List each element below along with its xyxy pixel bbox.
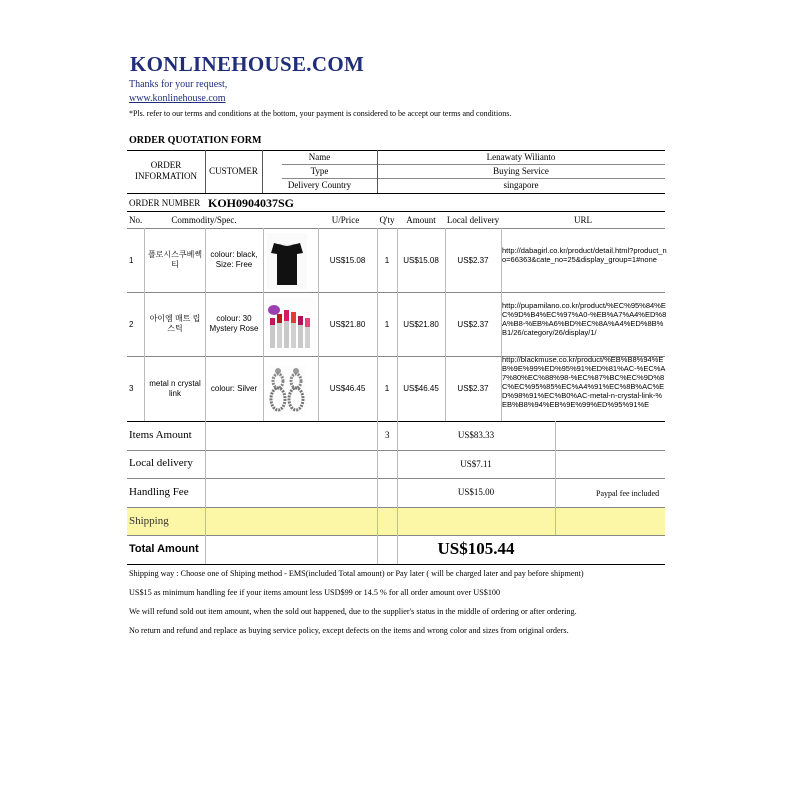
order-number: KOH0904037SG bbox=[208, 196, 295, 210]
col-amount: Amount bbox=[406, 215, 436, 225]
footer-refund: We will refund sold out item amount, when the sold out happened, due to the supplier's status in the middle of ordering or after ordering. bbox=[129, 607, 577, 616]
col-commodity: Commodity/Spec. bbox=[171, 215, 237, 225]
divider bbox=[205, 421, 206, 564]
divider bbox=[555, 421, 556, 535]
divider bbox=[127, 507, 665, 508]
item-1-no: 1 bbox=[129, 256, 134, 265]
item-2-local: US$2.37 bbox=[457, 320, 489, 329]
footer-handling-fee: US$15 as minimum handling fee if your items amount less USD$99 or 14.5 % for all order amount over US$100 bbox=[129, 588, 501, 597]
terms-note: *Pls. refer to our terms and conditions at the bottom, your payment is considered to be accept our terms and conditions. bbox=[129, 109, 512, 118]
thanks-text: Thanks for your request, bbox=[129, 79, 228, 90]
item-1-qty: 1 bbox=[384, 256, 390, 265]
item-3-no: 3 bbox=[129, 384, 134, 393]
local-delivery-value: US$7.11 bbox=[460, 459, 492, 469]
item-3-spec: colour: Silver bbox=[210, 384, 258, 393]
item-2-url[interactable]: http://pupamilano.co.kr/product/%EC%95%84%EC%9D%B4%EC%97%A0-%EB%A7%A4%ED%8A%B8-%EB%A6%BD%EC%8A%A4%ED%8B%B1/26/category/26/display/1/ bbox=[502, 301, 667, 337]
divider bbox=[127, 535, 665, 536]
divider bbox=[127, 564, 665, 565]
total-amount-value: US$105.44 bbox=[437, 539, 515, 558]
type-value: Buying Service bbox=[493, 166, 549, 176]
item-2-uprice: US$21.80 bbox=[329, 320, 366, 329]
item-2-amount: US$21.80 bbox=[403, 320, 439, 329]
black-top-icon bbox=[267, 233, 307, 289]
item-3-qty: 1 bbox=[384, 384, 390, 393]
shipping-label: Shipping bbox=[129, 515, 169, 527]
order-number-label: ORDER NUMBER bbox=[129, 198, 201, 208]
handling-fee-label: Handling Fee bbox=[129, 486, 189, 498]
item-2-qty: 1 bbox=[384, 320, 390, 329]
type-label: Type bbox=[310, 166, 329, 176]
col-url: URL bbox=[574, 215, 592, 225]
order-info-label: ORDER INFORMATION bbox=[134, 160, 197, 181]
country-value: singapore bbox=[503, 180, 539, 190]
divider bbox=[127, 450, 665, 451]
divider bbox=[127, 292, 665, 293]
item-1-uprice: US$15.08 bbox=[329, 256, 366, 265]
divider bbox=[144, 228, 145, 421]
item-1-amount: US$15.08 bbox=[403, 256, 439, 265]
brand-title: KONLINEHOUSE.COM bbox=[130, 52, 365, 76]
items-qty-total: 3 bbox=[385, 430, 390, 440]
col-local: Local delivery bbox=[446, 215, 500, 225]
items-amount-label: Items Amount bbox=[129, 429, 192, 441]
item-3-amount: US$46.45 bbox=[403, 384, 439, 393]
shipping-highlight bbox=[127, 507, 665, 535]
site-link[interactable]: www.konlinehouse.com bbox=[129, 93, 226, 104]
col-qty: Q'ty bbox=[379, 215, 395, 225]
local-delivery-label: Local delivery bbox=[129, 457, 193, 469]
items-amount-value: US$83.33 bbox=[457, 430, 495, 440]
divider bbox=[263, 228, 264, 421]
handling-fee-value: US$15.00 bbox=[457, 487, 495, 497]
footer-no-return: No return and refund and replace as buying service policy, except defects on the items and wrong color and sizes from original orders. bbox=[129, 626, 569, 635]
item-1-name: 플로시스쿠베쎅 티 bbox=[147, 250, 203, 269]
item-2-name: 아이엠 매트 립스틱 bbox=[149, 314, 201, 333]
col-uprice: U/Price bbox=[331, 215, 360, 225]
total-amount-label: Total Amount bbox=[129, 543, 199, 555]
item-1-local: US$2.37 bbox=[457, 256, 489, 265]
divider bbox=[127, 150, 665, 151]
divider bbox=[282, 178, 665, 179]
divider bbox=[127, 211, 665, 212]
divider bbox=[127, 193, 665, 194]
divider bbox=[377, 421, 378, 564]
item-2-no: 2 bbox=[129, 320, 134, 329]
paypal-note: Paypal fee included bbox=[596, 489, 660, 498]
item-3-uprice: US$46.45 bbox=[329, 384, 366, 393]
customer-label: CUSTOMER bbox=[209, 166, 258, 176]
name-label: Name bbox=[308, 152, 331, 162]
item-1-url[interactable]: http://dabagirl.co.kr/product/detail.html?product_no=66363&cate_no=25&display_group=1#none bbox=[502, 246, 667, 264]
earrings-icon bbox=[268, 365, 306, 415]
divider bbox=[127, 478, 665, 479]
form-title: ORDER QUOTATION FORM bbox=[129, 135, 262, 146]
item-1-spec: colour: black, Size: Free bbox=[210, 250, 258, 269]
item-3-name: metal n crystal link bbox=[149, 379, 201, 398]
col-no: No. bbox=[129, 215, 143, 225]
item-3-url[interactable]: http://blackmuse.co.kr/product/%EB%B8%94%EB%9E%99%ED%95%91%ED%81%AC-%EC%A7%80%EC%88%98-%EC%87%BC%EC%9D%8C%EC%95%85%EC%A4%91%EC%8B%AC%ED%98%91%EC%B0%AC-metal-n-crystal-link-%EB%B8%94%EB%9E%99%ED%95%91%E bbox=[502, 355, 666, 409]
name-value: Lenawaty Wilianto bbox=[486, 152, 556, 162]
footer-shipping-way: Shipping way : Choose one of Shiping method - EMS(included Total amount) or Pay later ( will be charged later and pay before shipment) bbox=[129, 569, 584, 578]
item-3-local: US$2.37 bbox=[457, 384, 489, 393]
lipstick-icon bbox=[266, 298, 316, 352]
divider bbox=[282, 164, 665, 165]
item-2-spec: colour: 30 Mystery Rose bbox=[209, 314, 259, 333]
divider bbox=[127, 421, 665, 422]
divider bbox=[127, 228, 665, 229]
country-label: Delivery Country bbox=[287, 180, 352, 190]
